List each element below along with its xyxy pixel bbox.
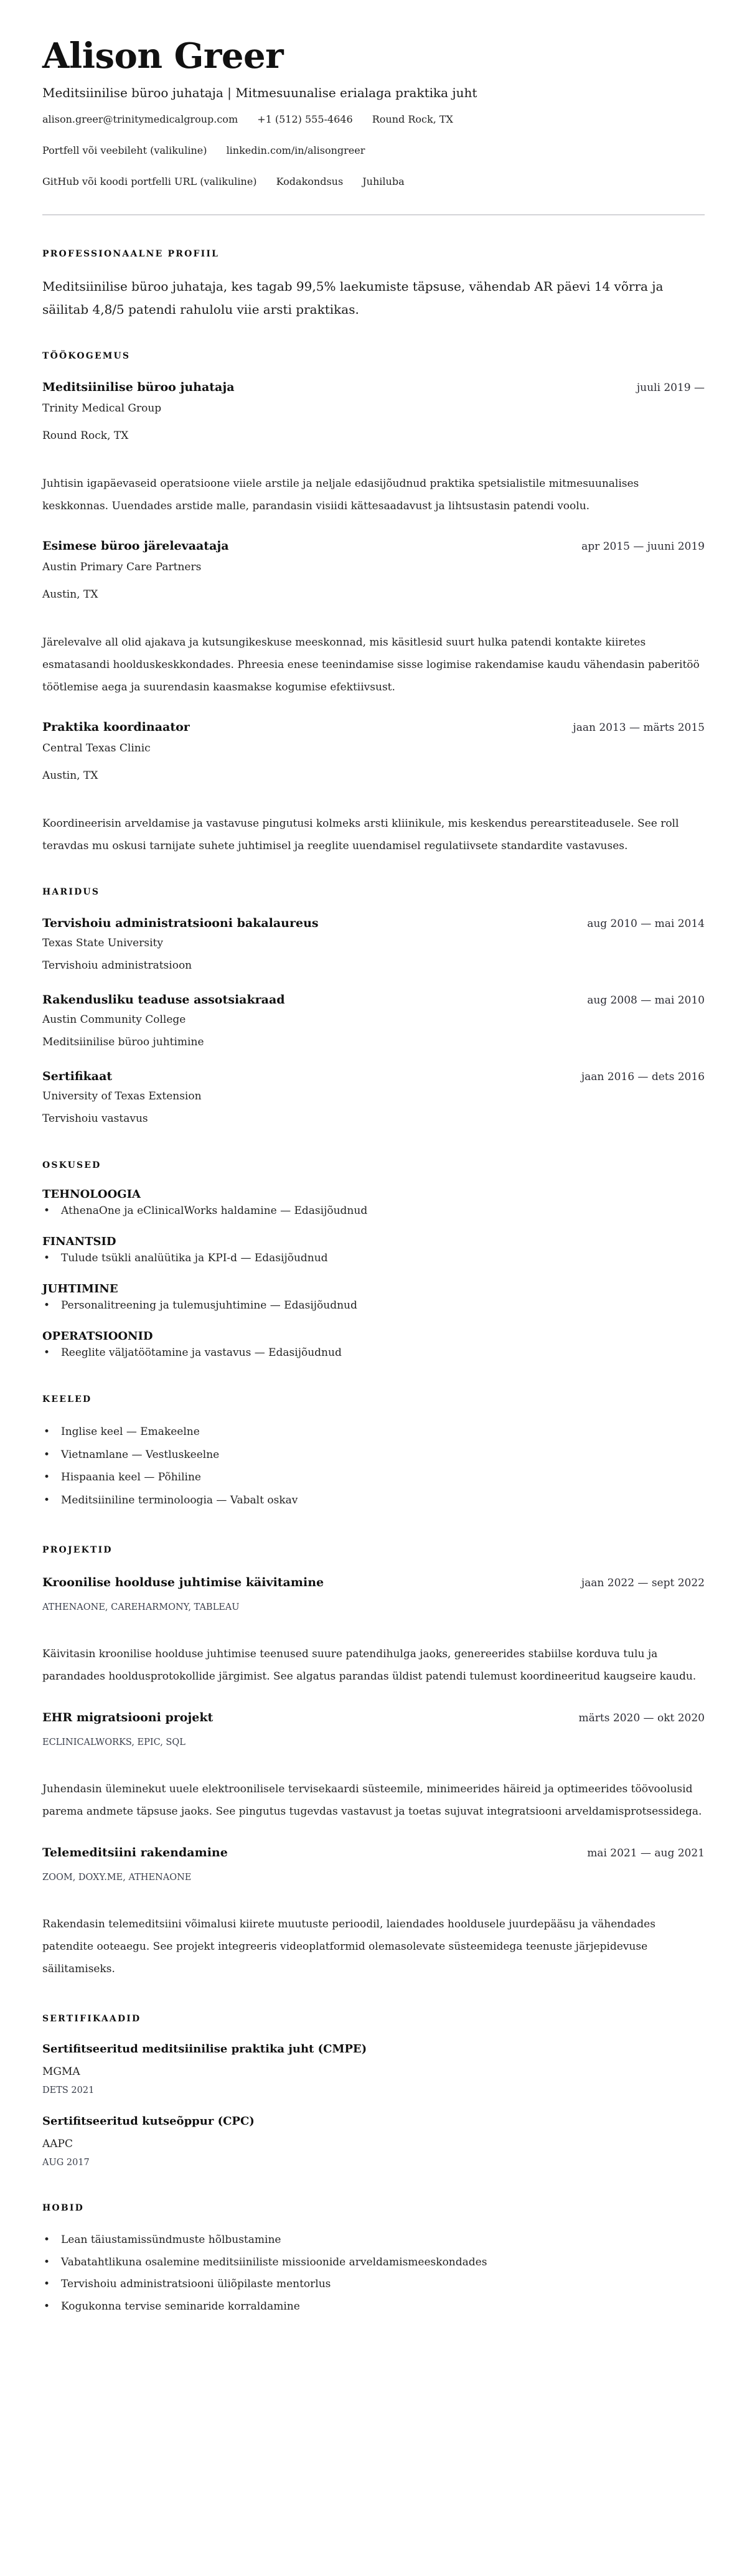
skill-category: FINANTSID [42,1235,116,1248]
languages-section [42,1393,705,1511]
section-title: HOBID [42,2203,84,2213]
resume-header [42,35,705,215]
job-dates: juuli 2019 — [636,382,705,394]
candidate-headline: Meditsiinilise büroo juhataja | Mitmesuunalise erialaga praktika juht [42,85,477,100]
skills-section [42,1159,705,1361]
job-location: Austin, TX [42,588,98,601]
skill-list [42,1345,705,1361]
skill-category: OPERATSIOONID [42,1330,153,1343]
education-entry [42,1068,705,1127]
school-name: Austin Community College [42,1013,186,1026]
project-tech: ATHENAONE, CAREHARMONY, TABLEAU [42,1602,240,1612]
job-description: Juhtisin igapäevaseid operatsioone viiele arstile ja neljale edasijõudnud praktika spetsialistile mitmesuunalises keskkonnas. Uuendades arstide malle, parandasin visiidi kättesaadavust ja lihtsustasin patendi voolu. [42,477,639,512]
skill-item: • Tulude tsükli analüütika ja KPI-d — Edasijõudnud [42,1250,705,1266]
section-title: HARIDUS [42,887,100,897]
hobby-item: • Tervishoiu administratsiooni üliõpilaste mentorlus [42,2273,705,2296]
education-dates: jaan 2016 — dets 2016 [581,1071,705,1083]
language-item: • Meditsiiniline terminoloogia — Vabalt oskav [42,1489,705,1512]
github-placeholder: GitHub või koodi portfelli URL (valikuline) [42,176,257,187]
job-title: Praktika koordinaator [42,720,190,734]
job-company: Austin Primary Care Partners [42,561,202,573]
project-description: Rakendasin telemeditsiini võimalusi kiirete muutuste perioodil, laiendades hooldusele juurdepääsu ja vähendades patendite ooteaegu. See projekt integreeris videoplatformid olemasolevate süsteemidega teenuste järjepidevuse säilitamiseks. [42,1918,655,1975]
skill-item: • Reeglite väljatöötamine ja vastavus — Edasijõudnud [42,1345,705,1361]
contact-row [42,112,705,127]
skill-category: TEHNOLOOGIA [42,1188,141,1201]
language-item: • Hispaania keel — Põhiline [42,1466,705,1489]
certification-date: AUG 2017 [42,2158,90,2168]
job-company: Central Texas Clinic [42,742,151,754]
job-dates: apr 2015 — juuni 2019 [581,540,705,553]
job-entry [42,718,705,857]
drivers-license: Juhiluba [362,176,405,187]
location: Round Rock, TX [372,113,453,125]
project-entry [42,1709,705,1823]
project-title: EHR migratsiooni projekt [42,1711,214,1724]
education-dates: aug 2010 — mai 2014 [587,918,705,930]
skill-item: • AthenaOne ja eClinicalWorks haldamine — Edasijõudnud [42,1203,705,1219]
project-tech: ECLINICALWORKS, EPIC, SQL [42,1737,186,1747]
project-title: Telemeditsiini rakendamine [42,1846,228,1859]
linkedin-link[interactable]: linkedin.com/in/alisongreer [226,144,365,156]
hobbies-section [42,2202,705,2318]
certification-issuer: MGMA [42,2066,80,2078]
school-name: University of Texas Extension [42,1090,202,1102]
contact-row [42,143,705,158]
project-entry [42,1574,705,1688]
job-title: Esimese büroo järelevaataja [42,539,229,553]
phone-number[interactable]: +1 (512) 555-4646 [257,113,353,125]
candidate-name: Alison Greer [42,35,284,77]
project-dates: jaan 2022 — sept 2022 [581,1577,705,1589]
education-entry [42,991,705,1050]
citizenship: Kodakondsus [276,176,344,187]
header-divider [42,214,705,215]
certification-name: Sertifitseeritud meditsiinilise praktika juht (CMPE) [42,2042,367,2056]
hobby-list [42,2229,705,2318]
job-location: Round Rock, TX [42,430,129,442]
job-entry [42,537,705,698]
job-description: Koordineerisin arveldamise ja vastavuse pingutusi kolmeks arsti kliinikule, mis keskendus perearstiteadusele. See roll teravdas mu oskusi tarnijate suhete juhtimisel ja reeglite uuendamisel regulatiivsete standardite vastavuses. [42,817,679,852]
project-description: Käivitasin kroonilise hoolduse juhtimise teenused suure patendihulga jaoks, genereerides stabiilse korduva tulu ja parandades hooldusprotokollide järgimist. See algatus parandas üldist patendi tulemust koordineeritud kaugseire kaudu. [42,1648,697,1683]
section-title: PROJEKTID [42,1545,113,1555]
project-dates: märts 2020 — okt 2020 [578,1712,705,1724]
portfolio-placeholder: Portfell või veebileht (valikuline) [42,144,207,156]
certification-name: Sertifitseeritud kutseõppur (CPC) [42,2115,255,2128]
job-entry [42,378,705,517]
section-title: TÖÖKOGEMUS [42,351,131,361]
projects-section [42,1544,705,1980]
job-location: Austin, TX [42,769,98,782]
language-list [42,1421,705,1511]
section-title: SERTIFIKAADID [42,2014,141,2024]
education-dates: aug 2008 — mai 2010 [587,994,705,1007]
job-title: Meditsiinilise büroo juhataja [42,380,235,394]
degree-title: Sertifikaat [42,1069,113,1083]
email-link[interactable]: alison.greer@trinitymedicalgroup.com [42,113,238,125]
school-name: Texas State University [42,937,163,949]
section-title: PROFESSIONAALNE PROFIIL [42,249,220,259]
skill-list [42,1297,705,1314]
profile-section [42,248,705,321]
field-of-study: Meditsiinilise büroo juhtimine [42,1036,204,1048]
certification-entry [42,2041,705,2097]
certification-date: DETS 2021 [42,2085,95,2095]
degree-title: Rakendusliku teaduse assotsiakraad [42,993,285,1007]
certification-entry [42,2113,705,2169]
field-of-study: Tervishoiu administratsioon [42,959,192,972]
project-entry [42,1844,705,1980]
job-description: Järelevalve all olid ajakava ja kutsungikeskuse meeskonnad, mis käsitlesid suurt hulka patendi kontakte kiiretes esmatasandi hoolduskeskkondades. Phreesia enese teenindamise sisse logimise rakendamise kaudu vähendasin paberitöö töötlemise aega ja suurendasin kaasmakse kogumise efektiivsust. [42,636,700,693]
contact-row [42,174,705,189]
education-section [42,886,705,1127]
hobby-item: • Vabatahtlikuna osalemine meditsiiniliste missioonide arveldamismeeskondades [42,2252,705,2274]
hobby-item: • Kogukonna tervise seminaride korraldamine [42,2296,705,2318]
experience-section [42,350,705,857]
hobby-item: • Lean täiustamissündmuste hõlbustamine [42,2229,705,2252]
language-item: • Vietnamlane — Vestluskeelne [42,1444,705,1467]
project-description: Juhendasin üleminekut uuele elektroonilisele tervisekaardi süsteemile, minimeerides häireid ja optimeerides töövoolusid parema andmete täpsuse jaoks. See pingutus tugevdas vastavust ja toetas sujuvat integratsiooni arveldamisprotsessidega. [42,1783,702,1818]
skill-item: • Personalitreening ja tulemusjuhtimine — Edasijõudnud [42,1297,705,1314]
job-dates: jaan 2013 — märts 2015 [573,722,705,734]
certification-issuer: AAPC [42,2138,73,2150]
field-of-study: Tervishoiu vastavus [42,1112,148,1125]
section-title: OSKUSED [42,1160,101,1170]
skill-list [42,1203,705,1219]
job-company: Trinity Medical Group [42,402,162,415]
profile-summary: Meditsiinilise büroo juhataja, kes tagab 99,5% laekumiste täpsuse, vähendab AR päevi 14 võrra ja säilitab 4,8/5 patendi rahulolu viie arsti praktikas. [42,279,664,317]
certifications-section [42,2013,705,2169]
language-item: • Inglise keel — Emakeelne [42,1421,705,1444]
project-title: Kroonilise hoolduse juhtimise käivitamine [42,1576,324,1589]
section-title: KEELED [42,1394,92,1404]
skill-list [42,1250,705,1266]
degree-title: Tervishoiu administratsiooni bakalaureus [42,916,319,930]
project-tech: ZOOM, DOXY.ME, ATHENAONE [42,1873,192,1883]
project-dates: mai 2021 — aug 2021 [587,1847,705,1859]
skill-category: JUHTIMINE [42,1282,118,1295]
education-entry [42,914,705,974]
contact-info [42,112,705,189]
